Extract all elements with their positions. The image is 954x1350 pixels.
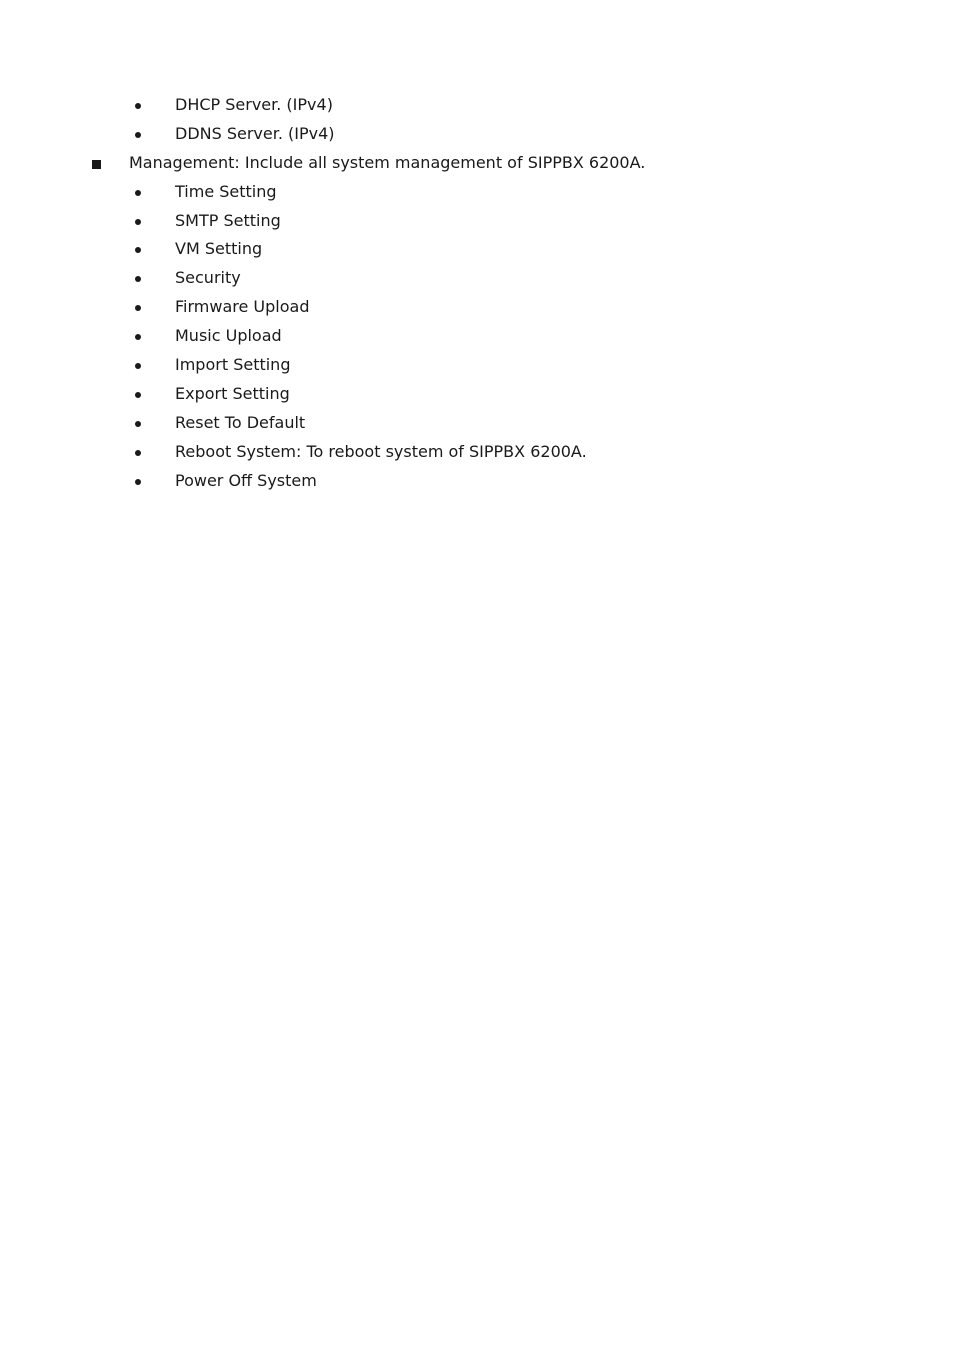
list-item-text: Firmware Upload [175, 297, 310, 317]
bullet-dot-icon [135, 247, 141, 253]
list-item-text: Time Setting [175, 181, 277, 201]
list-item-text: DDNS Server. (IPv4) [175, 123, 335, 143]
list-item-text: VM Setting [175, 239, 263, 259]
bullet-square-icon [92, 160, 101, 169]
list-item-text: Music Upload [175, 326, 282, 346]
bullet-dot-icon [135, 305, 141, 311]
bullet-dot-icon [135, 219, 141, 225]
list-item-text: Import Setting [175, 355, 291, 375]
list-item-text: Reboot System: To reboot system of SIPPBX 6200A. [175, 441, 587, 461]
list-item [0, 381, 954, 410]
bullet-dot-icon [135, 363, 141, 369]
feature-list [0, 92, 954, 496]
list-item [0, 323, 954, 352]
list-item [0, 92, 954, 121]
list-item [0, 121, 954, 150]
list-item-text: Export Setting [175, 383, 290, 403]
list-item-text: Reset To Default [175, 412, 306, 432]
list-item-text: DHCP Server. (IPv4) [175, 95, 333, 114]
list-item-text: SMTP Setting [175, 210, 281, 230]
list-item-text: Security [175, 268, 241, 288]
list-item [0, 410, 954, 439]
bullet-dot-icon [135, 479, 141, 485]
list-item [0, 352, 954, 381]
list-item [0, 468, 954, 497]
bullet-dot-icon [135, 392, 141, 398]
bullet-dot-icon [135, 132, 141, 138]
bullet-dot-icon [135, 334, 141, 340]
section-heading-text: Management: Include all system management of SIPPBX 6200A. [129, 152, 646, 172]
bullet-dot-icon [135, 421, 141, 427]
list-item [0, 294, 954, 323]
list-item-text: Power Off System [175, 470, 317, 490]
list-item-section [0, 150, 954, 179]
list-item [0, 208, 954, 237]
bullet-dot-icon [135, 450, 141, 456]
list-item [0, 265, 954, 294]
bullet-dot-icon [135, 190, 141, 196]
bullet-dot-icon [135, 103, 141, 109]
list-item [0, 439, 954, 468]
bullet-dot-icon [135, 276, 141, 282]
list-item [0, 236, 954, 265]
list-item [0, 179, 954, 208]
